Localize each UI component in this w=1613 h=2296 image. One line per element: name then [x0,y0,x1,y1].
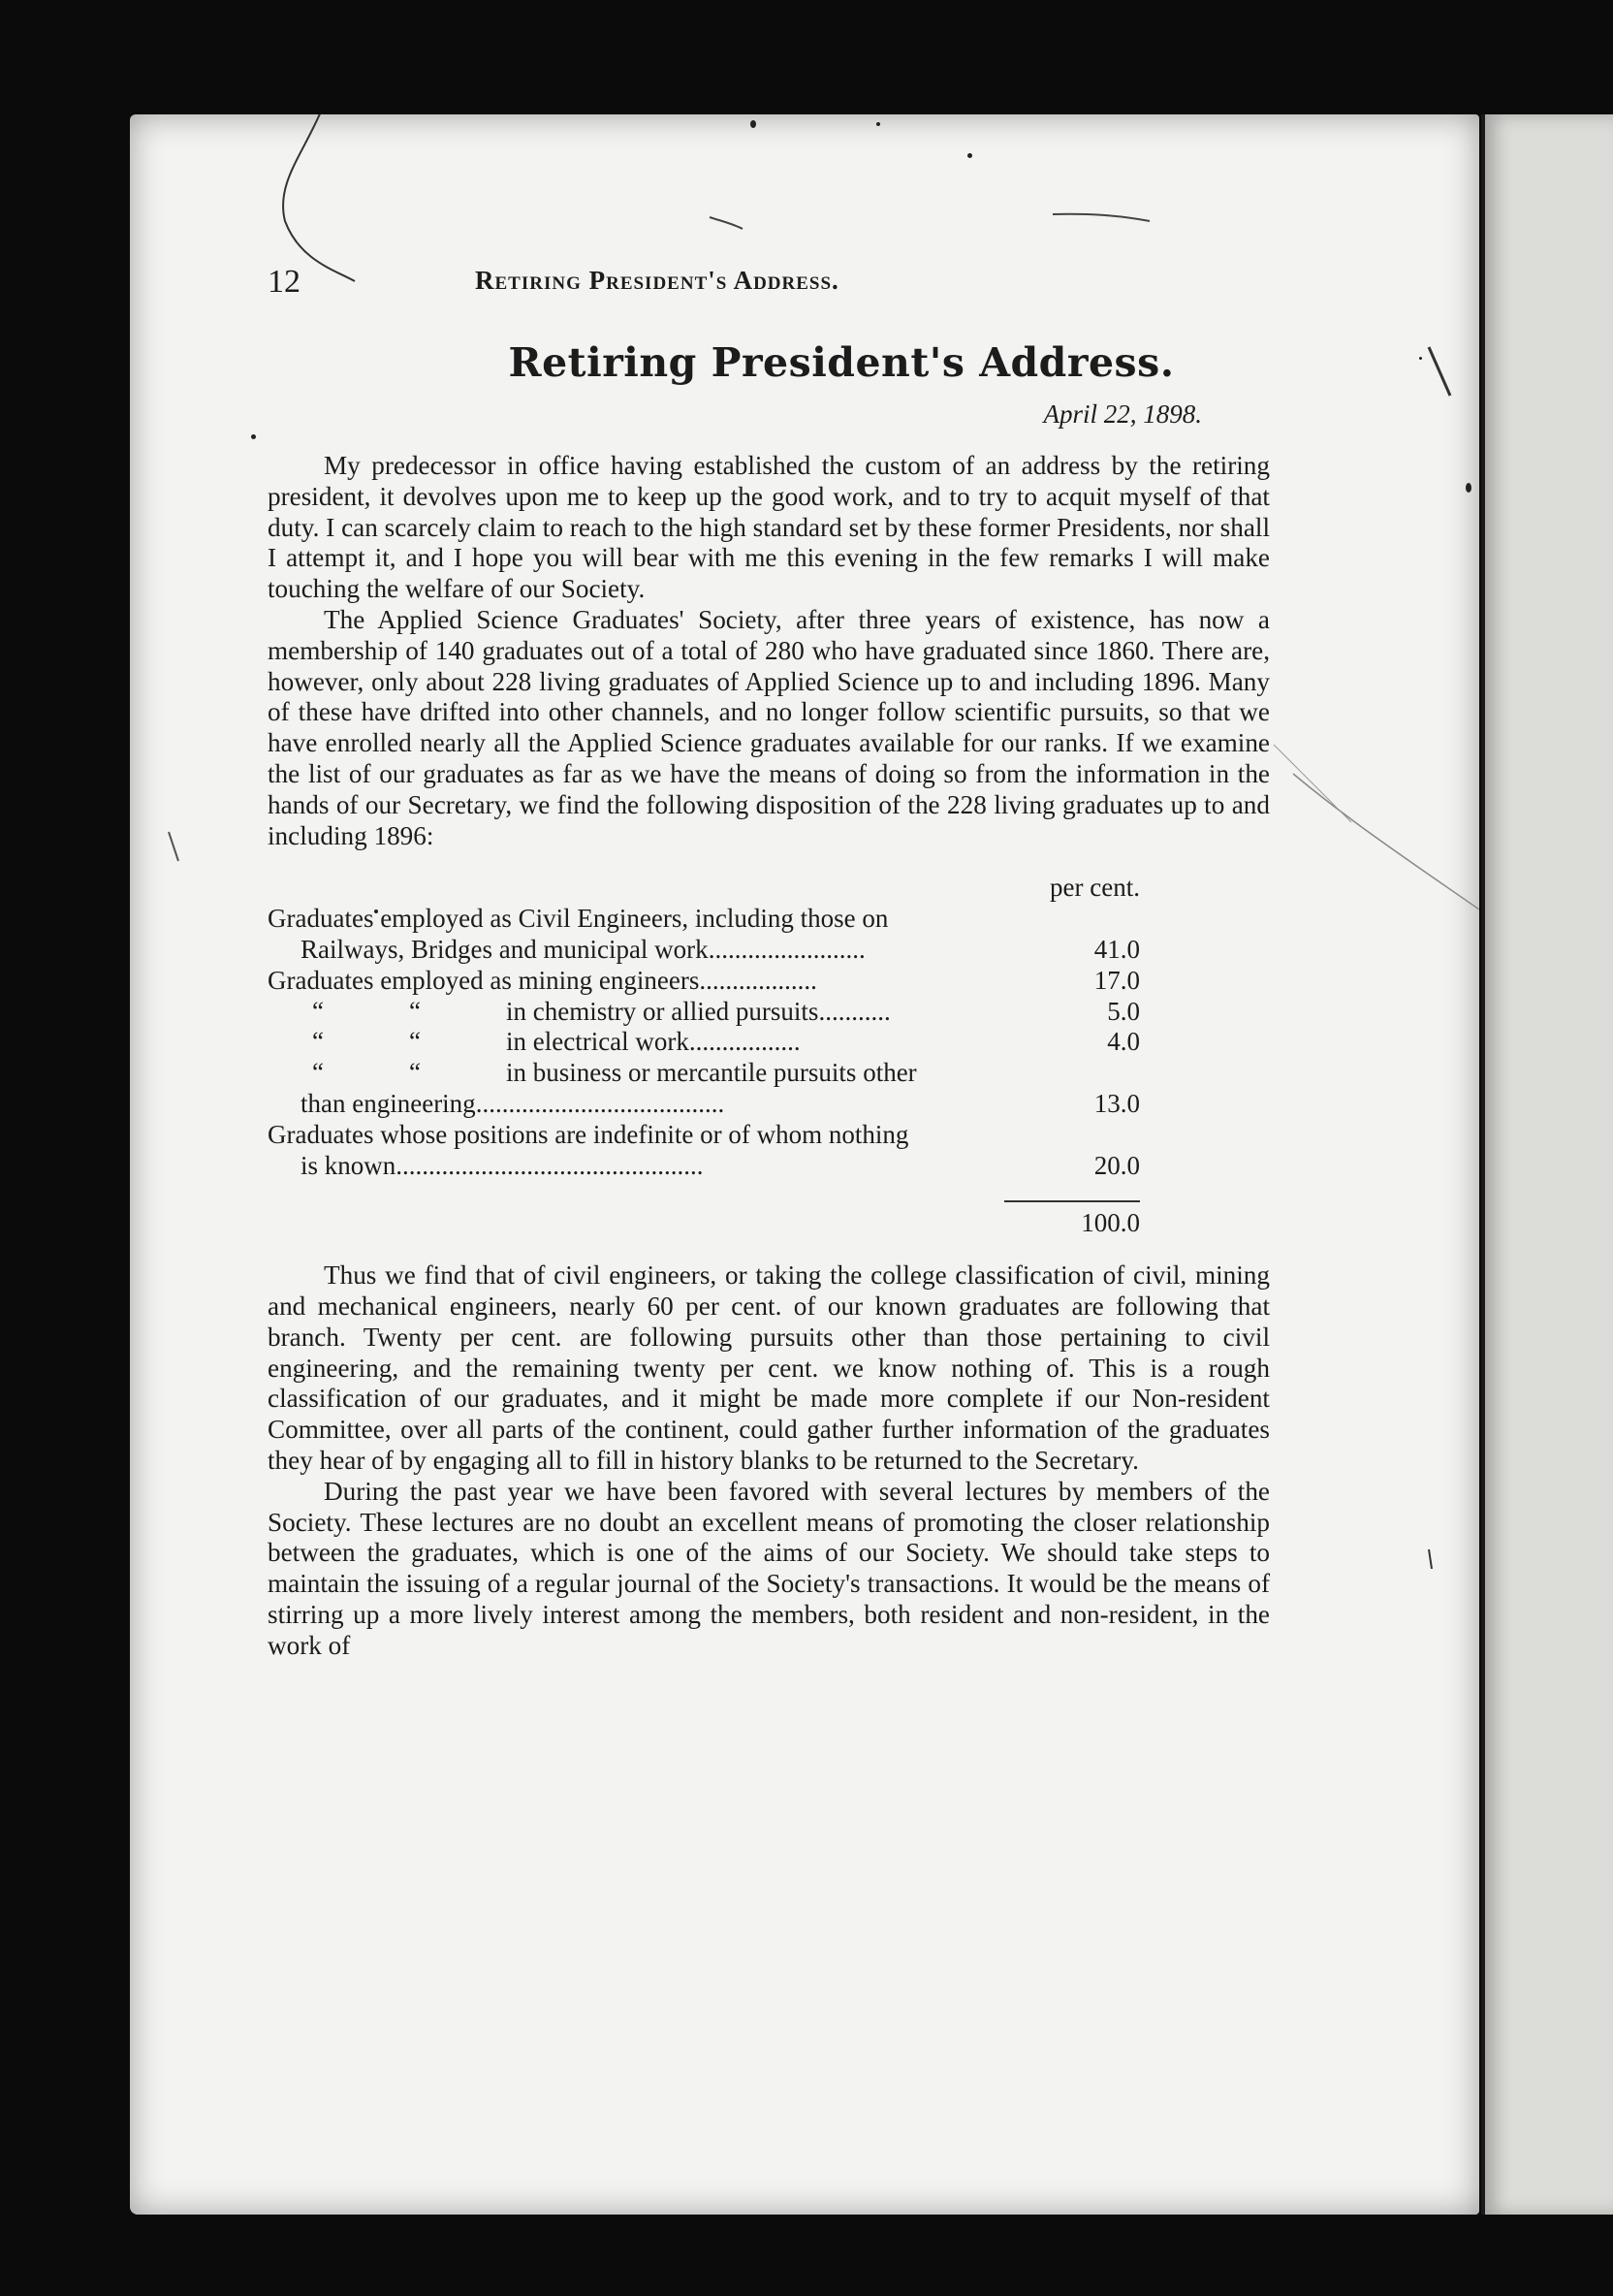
paragraph-1: My predecessor in office having established the custom of an address by the retiring president, it devolves upon me to keep up the good work, and to try to acquit myself of that duty. I can scarcely claim to reach to the high standard set by these former Presidents, nor shall I attempt it, and I hope you will bear with me this evening in the few remarks I will make touching the welfare of our Society. [268,451,1270,604]
ditto-mark: “ [409,996,421,1026]
leader-dots: ...................................... [475,1088,725,1118]
ditto-mark: “ [409,1027,421,1057]
ditto-mark: “ [312,996,324,1026]
leader-dots: ................. [688,1027,801,1057]
row-percent: 41.0 [1093,934,1140,964]
paragraph-4: During the past year we have been favored with several lectures by members of the Society. These lectures are no doubt an excellent means of promoting the closer relationship between the graduates, which is one of the aims of our Society. We should take steps to maintain the issuing of a regular journal of the Society's transactions. It would be the means of stirring up a more lively interest among the members, both resident and non-resident, in the work of [268,1476,1270,1660]
leader-dots: ........................ [708,934,866,964]
leader-dots: ............................................... [395,1150,704,1180]
date-line: April 22, 1898. [1043,399,1202,429]
row-percent: 4.0 [1107,1027,1140,1057]
row-label: Graduates employed as Civil Engineers, including those on [268,904,889,934]
table-row [268,1027,1140,1058]
percent-column-header: per cent. [1050,873,1140,903]
page-content [268,264,1270,1661]
leader-dots: ........... [818,996,891,1026]
row-label: in business or mercantile pursuits other [506,1058,917,1088]
page-number: 12 [268,264,300,300]
table-row [268,1058,1140,1120]
total-percent: 100.0 [1081,1208,1140,1238]
row-label: Graduates employed as mining engineers [268,965,700,995]
row-label-continued: is known [300,1150,396,1180]
table-row [268,904,1140,966]
total-rule [1004,1200,1140,1202]
disposition-table [268,873,1140,1239]
running-title: Retiring President's Address. [475,266,839,295]
paragraph-2: The Applied Science Graduates' Society, after three years of existence, has now a membership of 140 graduates out of a total of 280 who have graduated since 1860. There are, however, only about 228 living graduates of Applied Science up to and including 1896. Many of these have drifted into other channels, and no longer follow scientific pursuits, so that we have enrolled nearly all the Applied Science graduates available for our ranks. If we examine the list of our graduates as far as we have the means of doing so from the information in the hands of our Secretary, we find the following disposition of the 228 living graduates up to and including 1896: [268,604,1270,850]
table-row [268,997,1140,1028]
ditto-mark: “ [409,1058,421,1088]
row-label-continued: than engineering [300,1088,476,1118]
table-row [268,966,1140,997]
row-label: Graduates whose positions are indefinite or of whom nothing [268,1119,909,1149]
row-label: in electrical work [506,1027,689,1057]
running-head [268,264,1270,310]
leader-dots: .................. [699,965,817,995]
adjacent-page-edge [1481,114,1613,2215]
row-percent: 20.0 [1093,1150,1140,1180]
table-row [268,1120,1140,1182]
paragraph-3: Thus we find that of civil engineers, or taking the college classification of civil, mining and mechanical engineers, nearly 60 per cent. of our known graduates are following that branch. Twenty per cent. are following pursuits other than those pertaining to civil engineering, and the remaining twenty per cent. we know nothing of. This is a rough classification of our graduates, and it might be made more complete if our Non-resident Committee, over all parts of the continent, could gather further information of the graduates they hear of by engaging all to fill in history blanks to be returned to the Secretary. [268,1260,1270,1475]
ditto-mark: “ [312,1027,324,1057]
row-percent: 5.0 [1107,996,1140,1026]
ditto-mark: “ [312,1058,324,1088]
article-title: Retiring President's Address. [508,339,1175,386]
row-label-continued: Railways, Bridges and municipal work [300,934,709,964]
row-label: in chemistry or allied pursuits [506,996,819,1026]
row-percent: 17.0 [1093,965,1140,995]
row-percent: 13.0 [1093,1088,1140,1118]
